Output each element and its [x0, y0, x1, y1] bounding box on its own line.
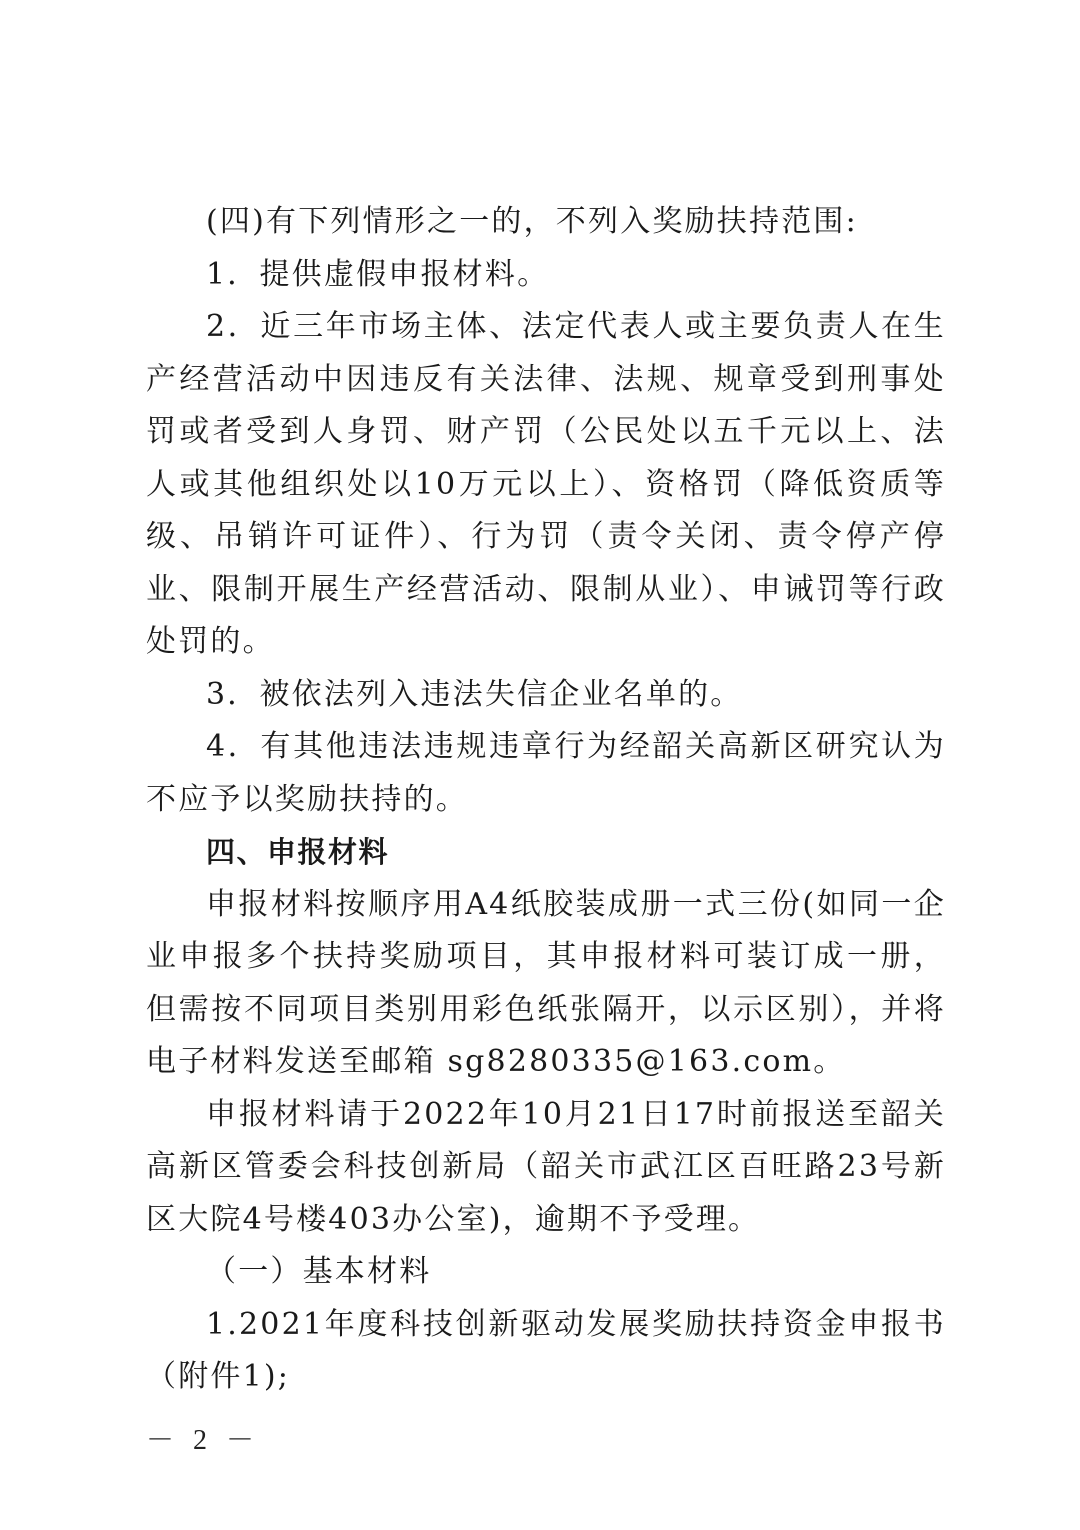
- document-page: [146, 196, 946, 1404]
- paragraph-item-1: 1．提供虚假申报材料。: [206, 256, 550, 292]
- paragraph-materials-format: 申报材料按顺序用A4纸胶装成册一式三份(如同一企业申报多个扶持奖励项目，其申报材料可装订成一册，但需按不同项目类别用彩色纸张隔开，以示区别），并将电子材料发送至邮箱 sg8280335@163.com。: [146, 886, 946, 1079]
- paragraph-item-2: 2．近三年市场主体、法定代表人或主要负责人在生产经营活动中因违反有关法律、法规、规章受到刑事处罚或者受到人身罚、财产罚（公民处以五千元以上、法人或其他组织处以10万元以上）、资格罚（降低资质等级、吊销许可证件）、行为罚（责令关闭、责令停产停业、限制开展生产经营活动、限制从业）、申诫罚等行政处罚的。: [146, 309, 946, 659]
- page-number: － 2 －: [146, 1425, 261, 1456]
- paragraph-exclusion-intro: (四)有下列情形之一的，不列入奖励扶持范围:: [206, 204, 858, 239]
- paragraph-materials-deadline: 申报材料请于2022年10月21日17时前报送至韶关高新区管委会科技创新局（韶关市武江区百旺路23号新区大院4号楼403办公室)，逾期不予受理。: [146, 1096, 946, 1237]
- paragraph-item-3: 3．被依法列入违法失信企业名单的。: [206, 676, 743, 712]
- paragraph-item-4: 4．有其他违法违规违章行为经韶关高新区研究认为不应予以奖励扶持的。: [146, 729, 946, 817]
- subsection-heading: （一）基本材料: [206, 1254, 432, 1289]
- section-heading: 四、申报材料: [206, 835, 390, 869]
- paragraph-basic-material-1: 1.2021年度科技创新驱动发展奖励扶持资金申报书（附件1);: [146, 1306, 946, 1394]
